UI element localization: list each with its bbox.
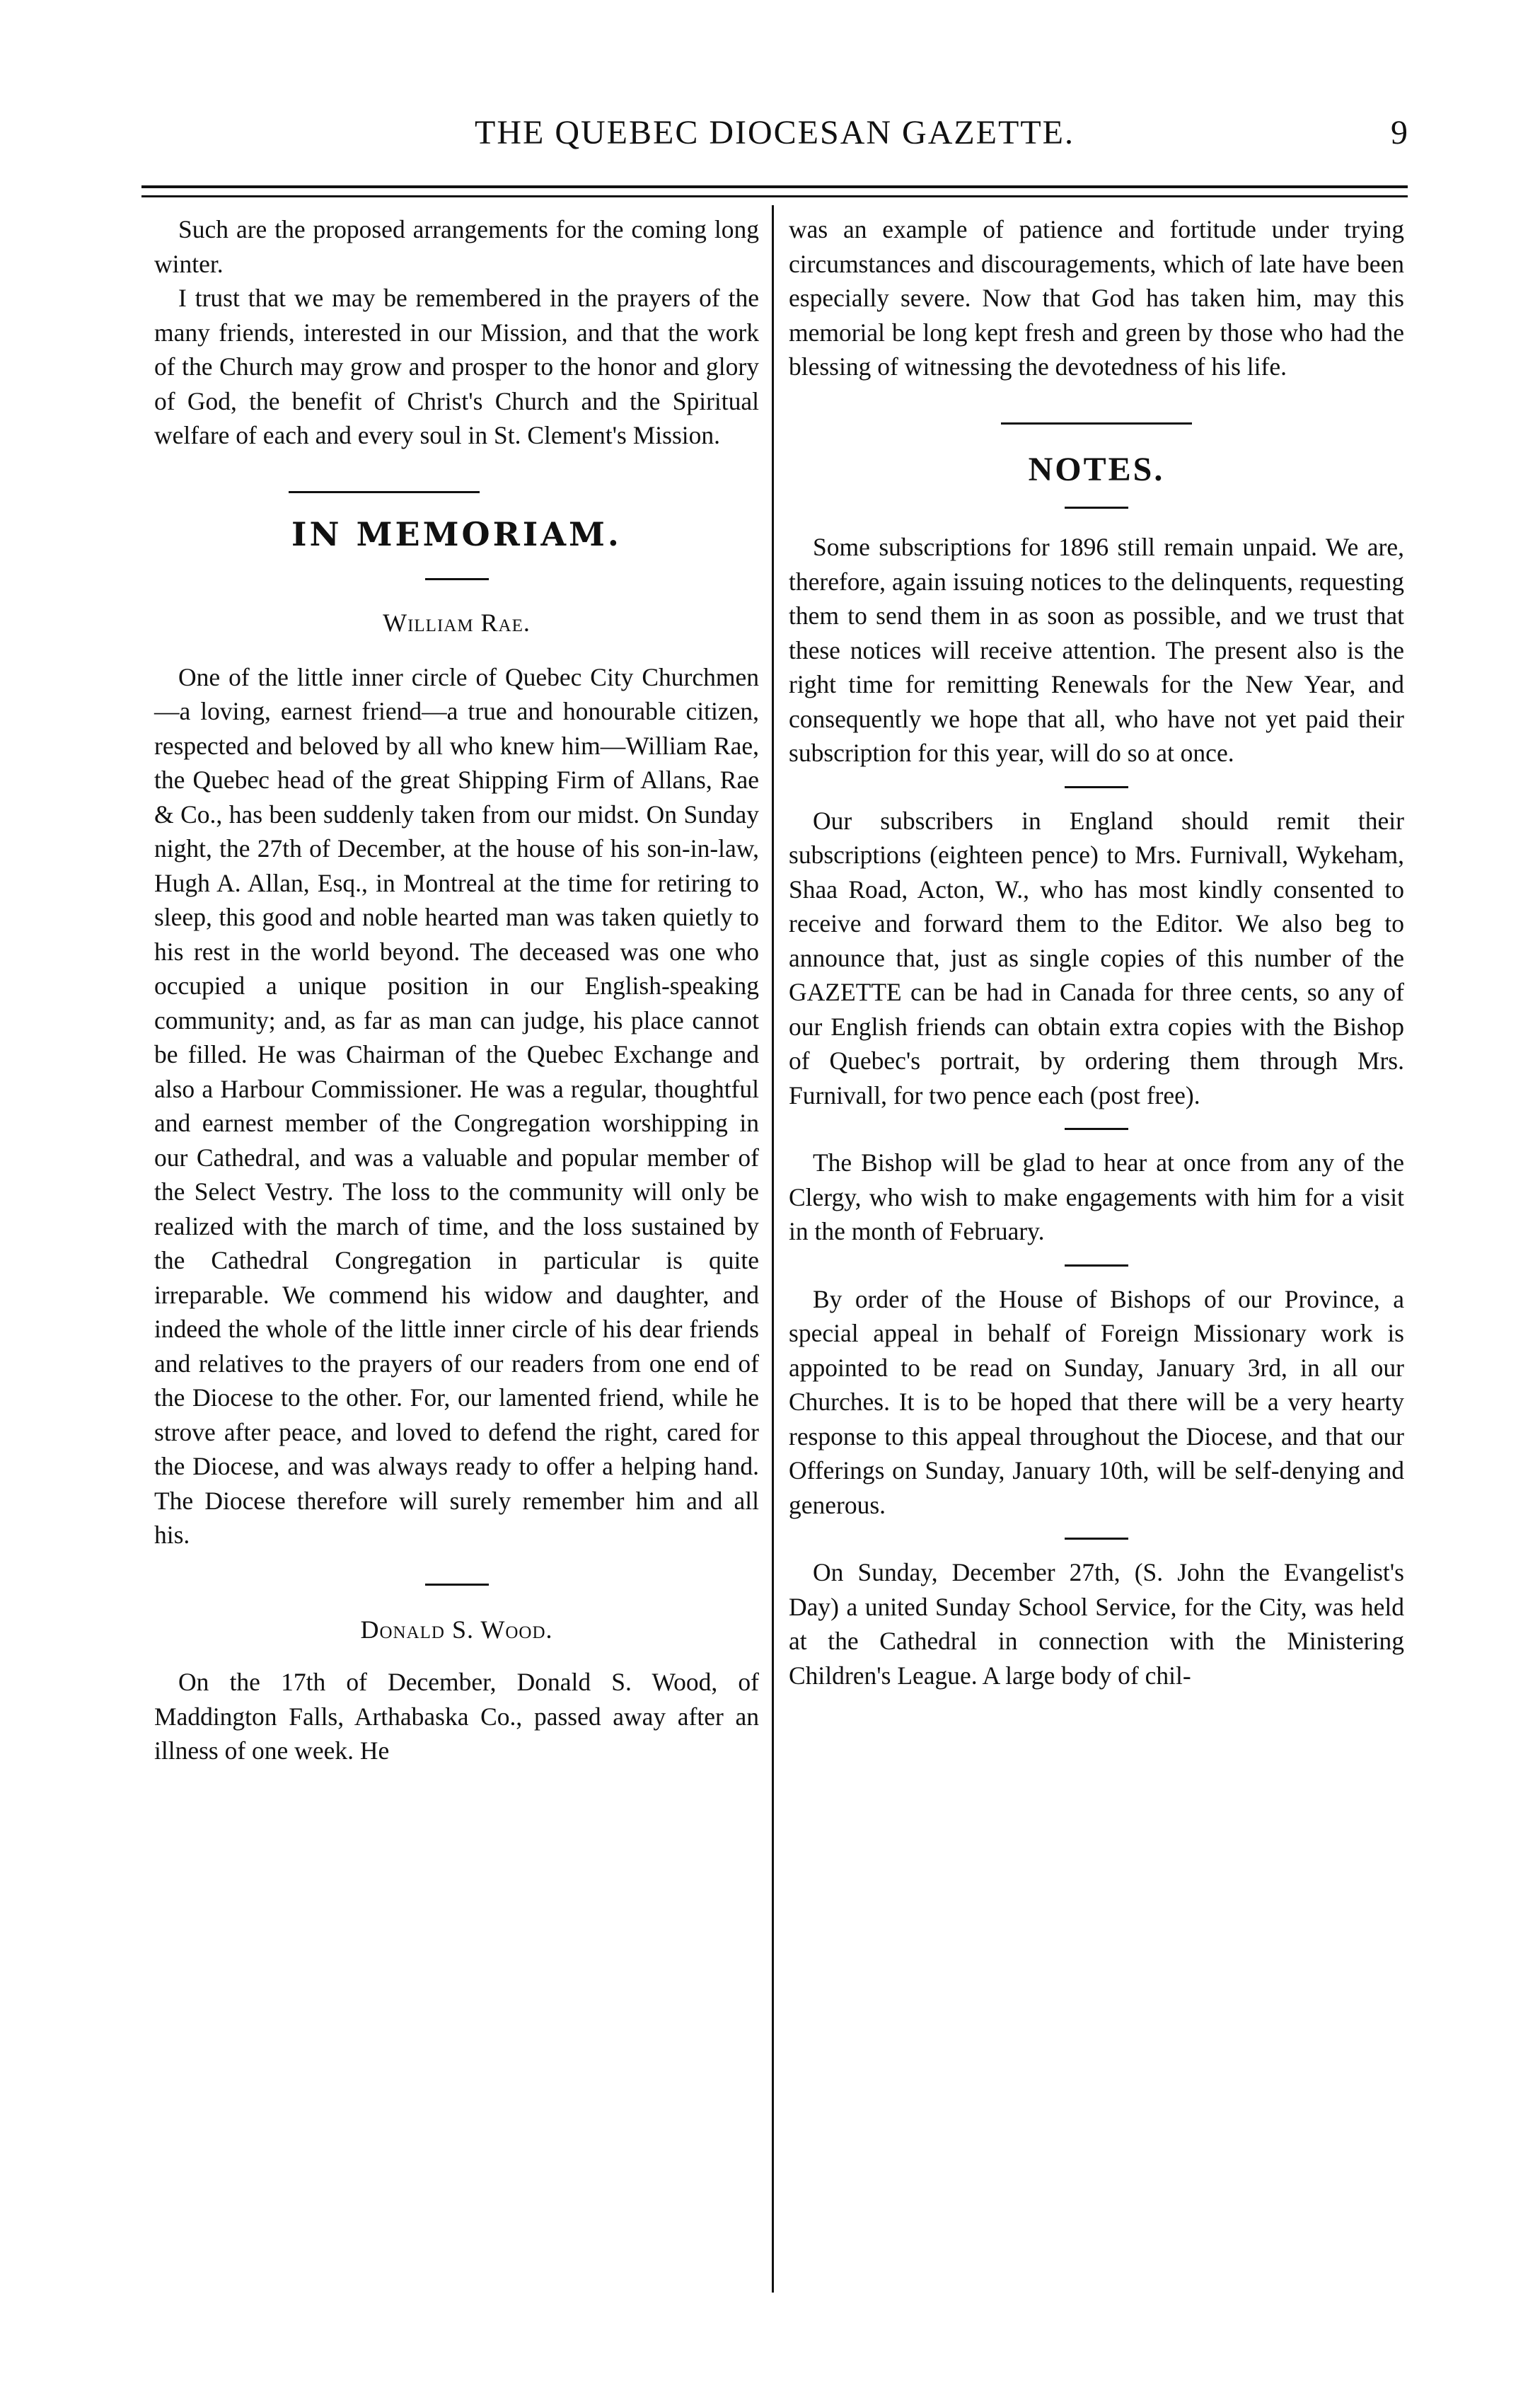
right-column [789,212,1404,1693]
note-sunday-school-service: On Sunday, December 27th, (S. John the Evangelist's Day) a united Sunday School Service, for the City, was held at the Cathedral in connection with the Ministering Children's League. A large body of chil- [789,1558,1404,1690]
header-rule-secondary [141,195,1408,197]
obituary-name-william-rae: William Rae. [383,609,531,637]
column-divider [772,205,774,2293]
note-bishop-visit: The Bishop will be glad to hear at once from any of the Clergy, who wish to make engagements with him for a visit in the month of February. [789,1148,1404,1245]
note-subscriptions: Some subscriptions for 1896 still remain unpaid. We are, therefore, again issuing notices to the delinquents, requesting them to send them in as soon as possible, and we trust that these notices will receive attention. The present also is the right time for remitting Renewals for the New Year, and consequently we hope that all, who have not yet paid their subscription for this year, will do so at once. [789,533,1404,767]
page-header [141,113,1408,163]
obituary-text-william-rae: One of the little inner circle of Quebec City Churchmen—a loving, earnest friend—a true and honourable citizen, respected and beloved by all who knew him—William Rae, the Quebec head of the great Shipping Firm of Allans, Rae & Co., has been suddenly taken from our midst. On Sunday night, the 27th of December, at the house of his son-in-law, Hugh A. Allan, Esq., in Montreal at the time for retiring to sleep, this good and noble hearted man was taken quietly to his rest in the world beyond. The deceased was one who occupied a unique position in our English-speaking community; and, as far as man can judge, his place cannot be filled. He was Chairman of the Quebec Exchange and also a Harbour Commissioner. He was a regular, thoughtful and earnest member of the Congregation worshipping in our Cathedral, and was a valuable and popular member of the Select Vestry. The loss to the community will only be realized with the march of time, and the loss sustained by the Cathedral Congregation in particular is quite irreparable. We commend his widow and daughter, and indeed the whole of the little inner circle of his dear friends and relatives to the prayers of our readers from one end of the Diocese to the other. For, our lamented friend, while he strove after peace, and loved to defend the right, cared for the Diocese, and was always ready to offer a helping hand. The Diocese therefore will surely remember him and all his. [154,662,759,1549]
obituary-name-donald-wood: Donald S. Wood. [360,1615,553,1644]
obituary-text-donald-wood: On the 17th of December, Donald S. Wood, of Maddington Falls, Arthabaska Co., passed away after an illness of one week. He [154,1668,759,1765]
page-number: 9 [1391,114,1408,151]
header-rule [141,185,1408,188]
publication-title: THE QUEBEC DIOCESAN GAZETTE. [475,114,1075,151]
memoriam-heading: IN MEMORIAM. [291,514,622,553]
left-column [154,212,759,1768]
obituary-continuation: was an example of patience and fortitude under trying circumstances and discouragements, which of late have been especially severe. Now that God has taken him, may this memorial be long kept fresh and green by those who had the blessing of witnessing the devotedness of his life. [789,215,1404,381]
intro-paragraph-2: I trust that we may be remembered in the prayers of the many friends, interested in our Mission, and that the work of the Church may grow and prosper to the honor and glory of God, the benefit of Christ's Church and the Spiritual welfare of each and every soul in St. Clement's Mission. [154,284,759,449]
notes-heading: NOTES. [1028,450,1165,488]
note-england-subscribers: Our subscribers in England should remit their subscriptions (eighteen pence) to Mrs. Furnivall, Wykeham, Shaa Road, Acton, W., who has most kindly consented to receive and forward them to the Editor. We also beg to announce that, just as single copies of this number of the GAZETTE can be had in Canada for three cents, so any of our English friends can obtain extra copies with the Bishop of Quebec's portrait, by ordering them through Mrs. Furnivall, for two pence each (post free). [789,806,1404,1109]
note-foreign-missions: By order of the House of Bishops of our Province, a special appeal in behalf of Foreign Missionary work is appointed to be read on Sunday, January 3rd, in all our Churches. It is to be hoped that there will be a very hearty response to this appeal throughout the Diocese, and that our Offerings on Sunday, January 10th, will be self-denying and generous. [789,1284,1404,1519]
intro-paragraph-1: Such are the proposed arrangements for the coming long winter. [154,215,759,278]
